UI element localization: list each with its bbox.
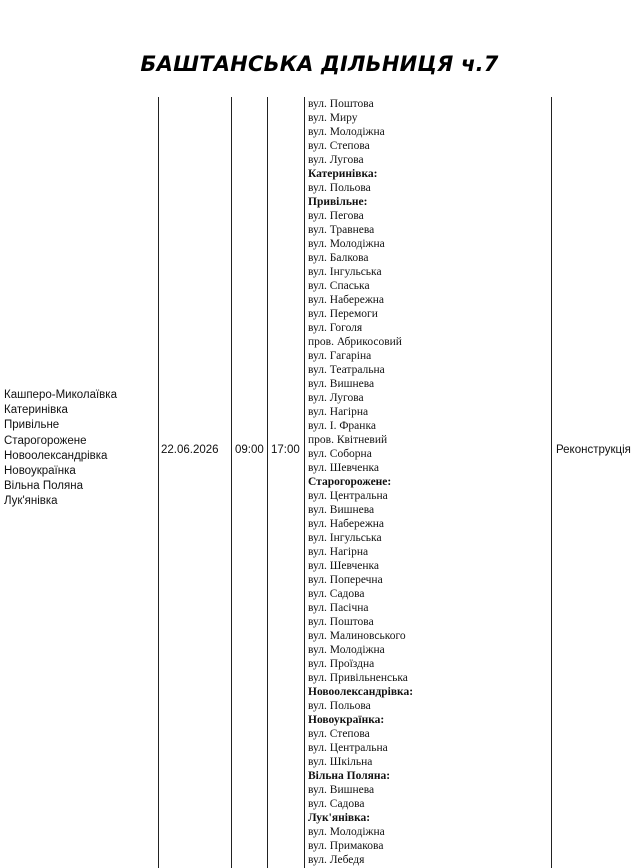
street-item: вул. Молодіжна xyxy=(308,644,385,656)
street-item: вул. Центральна xyxy=(308,742,388,754)
settlement-header: Новоукраїнка: xyxy=(308,714,385,726)
settlement-item: Старогорожене xyxy=(4,434,87,447)
street-item: вул. Шкільна xyxy=(308,756,373,768)
street-item: вул. Балкова xyxy=(308,252,369,264)
street-item: вул. Лугова xyxy=(308,392,364,404)
street-item: вул. Степова xyxy=(308,140,370,152)
settlement-header: Лук'янівка: xyxy=(308,812,371,824)
street-item: вул. Вишнева xyxy=(308,504,375,516)
street-item: вул. Гоголя xyxy=(308,322,363,334)
street-item: вул. Інгульська xyxy=(308,266,382,278)
street-item: вул. І. Франка xyxy=(308,420,376,432)
street-item: вул. Польова xyxy=(308,182,371,194)
street-item: вул. Лебедя xyxy=(308,854,365,866)
street-item: вул. Поштова xyxy=(308,98,374,110)
column-divider xyxy=(231,97,232,868)
street-item: вул. Гагаріна xyxy=(308,350,372,362)
street-item: вул. Польова xyxy=(308,700,371,712)
settlement-item: Вільна Поляна xyxy=(4,480,83,493)
settlement-item: Кашперо-Миколаївка xyxy=(4,389,117,401)
column-divider xyxy=(267,97,268,868)
street-item: вул. Нагірна xyxy=(308,546,369,558)
settlement-item: Привільне xyxy=(4,419,60,432)
street-item: вул. Поштова xyxy=(308,616,374,628)
street-item: вул. Примакова xyxy=(308,840,384,852)
streets-cell xyxy=(308,97,551,867)
settlement-item: Лук'янівка xyxy=(4,495,58,508)
start-time-cell: 09:00 xyxy=(235,444,264,456)
street-item: вул. Вишнева xyxy=(308,784,375,796)
street-item: вул. Пегова xyxy=(308,210,364,222)
street-item: пров. Квітневий xyxy=(308,434,388,446)
street-item: вул. Садова xyxy=(308,588,365,600)
street-item: вул. Поперечна xyxy=(308,574,383,586)
street-item: вул. Степова xyxy=(308,728,370,740)
street-item: вул. Нагірна xyxy=(308,406,369,418)
page-title: БАШТАНСЬКА ДІЛЬНИЦЯ ч.7 xyxy=(140,52,499,76)
street-item: вул. Лугова xyxy=(308,154,364,166)
settlement-header: Привільне: xyxy=(308,196,368,208)
street-item: вул. Спаська xyxy=(308,280,370,292)
date-cell: 22.06.2026 xyxy=(161,444,219,456)
settlement-item: Катеринівка xyxy=(4,404,68,417)
street-item: вул. Театральна xyxy=(308,364,385,376)
street-item: вул. Малиновського xyxy=(308,630,406,642)
settlement-item: Новоолександрівка xyxy=(4,449,108,462)
street-item: пров. Абрикосовий xyxy=(308,336,402,348)
street-item: вул. Перемоги xyxy=(308,308,378,320)
street-item: вул. Набережна xyxy=(308,294,385,306)
end-time-cell: 17:00 xyxy=(271,444,300,456)
street-item: вул. Привільненська xyxy=(308,672,408,684)
street-item: вул. Шевченка xyxy=(308,560,380,572)
street-item: вул. Набережна xyxy=(308,518,385,530)
settlement-item: Новоукраїнка xyxy=(4,465,76,478)
street-item: вул. Центральна xyxy=(308,490,388,502)
column-divider xyxy=(158,97,159,868)
column-divider xyxy=(551,97,552,868)
street-item: вул. Проїздна xyxy=(308,658,375,670)
street-item: вул. Вишнева xyxy=(308,378,375,390)
street-item: вул. Пасічна xyxy=(308,602,369,614)
settlement-header: Вільна Поляна: xyxy=(308,770,391,782)
street-item: вул. Молодіжна xyxy=(308,826,385,838)
settlement-header: Катеринівка: xyxy=(308,168,378,180)
settlements-cell xyxy=(4,388,117,510)
settlement-header: Старогорожене: xyxy=(308,476,392,488)
street-item: вул. Молодіжна xyxy=(308,238,385,250)
column-divider xyxy=(304,97,305,868)
street-item: вул. Миру xyxy=(308,112,358,124)
settlement-header: Новоолександрівка: xyxy=(308,686,414,698)
street-item: вул. Садова xyxy=(308,798,365,810)
street-item: вул. Молодіжна xyxy=(308,126,385,138)
reason-cell: Реконструкція xyxy=(556,444,631,456)
street-item: вул. Соборна xyxy=(308,448,372,460)
street-item: вул. Інгульська xyxy=(308,532,382,544)
street-item: вул. Шевченка xyxy=(308,462,380,474)
street-item: вул. Травнева xyxy=(308,224,375,236)
